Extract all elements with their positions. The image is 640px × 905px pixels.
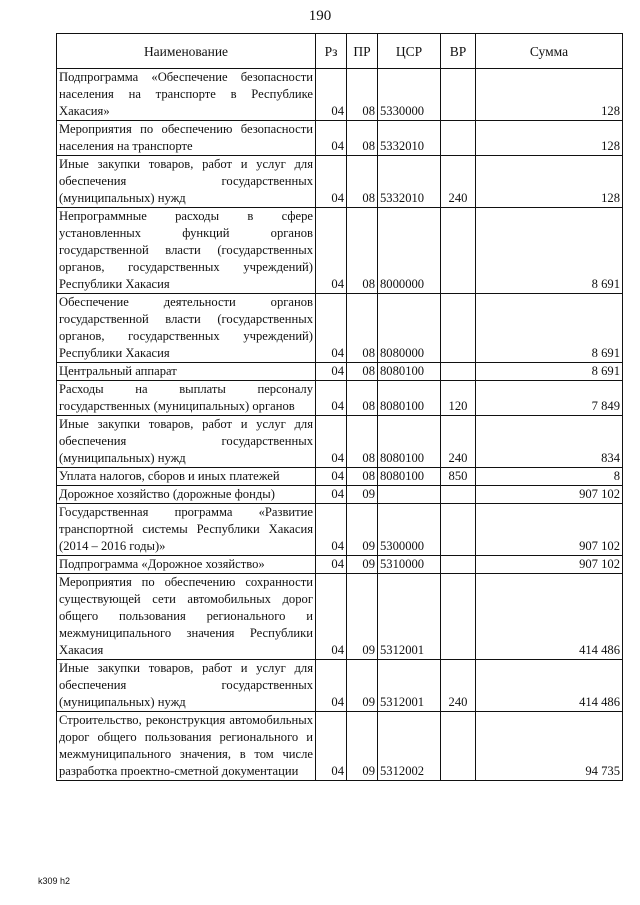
cell-sum: 7 849 [476,381,623,416]
cell-name: Мероприятия по обеспечению сохранности существующей сети автомобильных дорог общего пользования регионального и межмуниципального значения Республики Хакасия [57,574,316,660]
column-header-pr: ПР [347,34,378,69]
cell-vr [441,208,476,294]
footer-code: k309 h2 [38,876,71,886]
cell-pr: 08 [347,69,378,121]
cell-pr: 08 [347,468,378,486]
cell-vr [441,294,476,363]
cell-pr: 08 [347,294,378,363]
cell-csr: 8080000 [378,294,441,363]
table-row [57,486,623,504]
cell-rz: 04 [316,574,347,660]
budget-table [56,33,623,781]
cell-sum: 907 102 [476,486,623,504]
cell-sum: 94 735 [476,712,623,781]
cell-csr: 8080100 [378,381,441,416]
cell-rz: 04 [316,416,347,468]
table-row [57,574,623,660]
cell-name: Подпрограмма «Дорожное хозяйство» [57,556,316,574]
cell-sum: 128 [476,69,623,121]
cell-name: Иные закупки товаров, работ и услуг для обеспечения государственных (муниципальных) нужд [57,416,316,468]
table-row [57,712,623,781]
cell-rz: 04 [316,121,347,156]
cell-rz: 04 [316,208,347,294]
cell-sum: 414 486 [476,574,623,660]
cell-pr: 08 [347,381,378,416]
cell-name: Расходы на выплаты персоналу государственных (муниципальных) органов [57,381,316,416]
cell-vr: 120 [441,381,476,416]
cell-pr: 08 [347,156,378,208]
cell-pr: 09 [347,504,378,556]
cell-name: Дорожное хозяйство (дорожные фонды) [57,486,316,504]
cell-csr: 5332010 [378,121,441,156]
cell-vr [441,121,476,156]
cell-pr: 09 [347,574,378,660]
column-header-sum: Сумма [476,34,623,69]
cell-rz: 04 [316,363,347,381]
cell-name: Иные закупки товаров, работ и услуг для обеспечения государственных (муниципальных) нужд [57,660,316,712]
cell-csr: 8000000 [378,208,441,294]
cell-pr: 08 [347,416,378,468]
cell-csr: 5332010 [378,156,441,208]
cell-sum: 907 102 [476,556,623,574]
table-row [57,381,623,416]
cell-name: Уплата налогов, сборов и иных платежей [57,468,316,486]
cell-vr: 240 [441,156,476,208]
cell-vr [441,486,476,504]
cell-pr: 08 [347,121,378,156]
cell-vr: 850 [441,468,476,486]
cell-sum: 907 102 [476,504,623,556]
cell-pr: 08 [347,363,378,381]
column-header-vr: ВР [441,34,476,69]
cell-rz: 04 [316,69,347,121]
table-row [57,208,623,294]
cell-vr [441,69,476,121]
cell-csr: 5310000 [378,556,441,574]
table-row [57,294,623,363]
table-body [57,69,623,781]
column-header-csr: ЦСР [378,34,441,69]
cell-vr: 240 [441,660,476,712]
cell-name: Государственная программа «Развитие транспортной системы Республики Хакасия (2014 – 2016 годы)» [57,504,316,556]
cell-pr: 09 [347,712,378,781]
table-row [57,556,623,574]
cell-rz: 04 [316,486,347,504]
table-row [57,416,623,468]
cell-vr [441,574,476,660]
table-header-row [57,34,623,69]
cell-sum: 8 691 [476,294,623,363]
cell-rz: 04 [316,504,347,556]
cell-csr: 5300000 [378,504,441,556]
cell-rz: 04 [316,294,347,363]
table-row [57,363,623,381]
table-row [57,121,623,156]
cell-name: Обеспечение деятельности органов государственной власти (государственных органов, государственных учреждений) Республики Хакасия [57,294,316,363]
cell-csr: 5312001 [378,660,441,712]
cell-vr [441,712,476,781]
cell-name: Иные закупки товаров, работ и услуг для обеспечения государственных (муниципальных) нужд [57,156,316,208]
cell-sum: 8 691 [476,363,623,381]
cell-rz: 04 [316,712,347,781]
table-row [57,69,623,121]
cell-csr: 8080100 [378,416,441,468]
cell-csr [378,486,441,504]
cell-sum: 8 [476,468,623,486]
cell-vr [441,363,476,381]
column-header-name: Наименование [57,34,316,69]
cell-sum: 128 [476,121,623,156]
cell-name: Подпрограмма «Обеспечение безопасности населения на транспорте в Республике Хакасия» [57,69,316,121]
cell-sum: 414 486 [476,660,623,712]
cell-pr: 09 [347,660,378,712]
cell-pr: 09 [347,556,378,574]
cell-csr: 5330000 [378,69,441,121]
page-number: 190 [308,8,332,24]
cell-rz: 04 [316,381,347,416]
table-row [57,156,623,208]
cell-pr: 08 [347,208,378,294]
cell-csr: 8080100 [378,468,441,486]
cell-rz: 04 [316,156,347,208]
cell-rz: 04 [316,556,347,574]
cell-sum: 8 691 [476,208,623,294]
cell-vr: 240 [441,416,476,468]
cell-rz: 04 [316,660,347,712]
table-row [57,468,623,486]
table-row [57,504,623,556]
table-row [57,660,623,712]
cell-name: Мероприятия по обеспечению безопасности населения на транспорте [57,121,316,156]
cell-sum: 834 [476,416,623,468]
cell-pr: 09 [347,486,378,504]
cell-name: Центральный аппарат [57,363,316,381]
cell-rz: 04 [316,468,347,486]
cell-vr [441,556,476,574]
cell-vr [441,504,476,556]
cell-name: Непрограммные расходы в сфере установленных функций органов государственной власти (государственных органов, государственных учреждений) Республики Хакасия [57,208,316,294]
cell-csr: 5312002 [378,712,441,781]
cell-csr: 5312001 [378,574,441,660]
cell-sum: 128 [476,156,623,208]
cell-name: Строительство, реконструкция автомобильных дорог общего пользования регионального и межмуниципального значения, в том числе разработка проектно-сметной документации [57,712,316,781]
column-header-rz: Рз [316,34,347,69]
cell-csr: 8080100 [378,363,441,381]
